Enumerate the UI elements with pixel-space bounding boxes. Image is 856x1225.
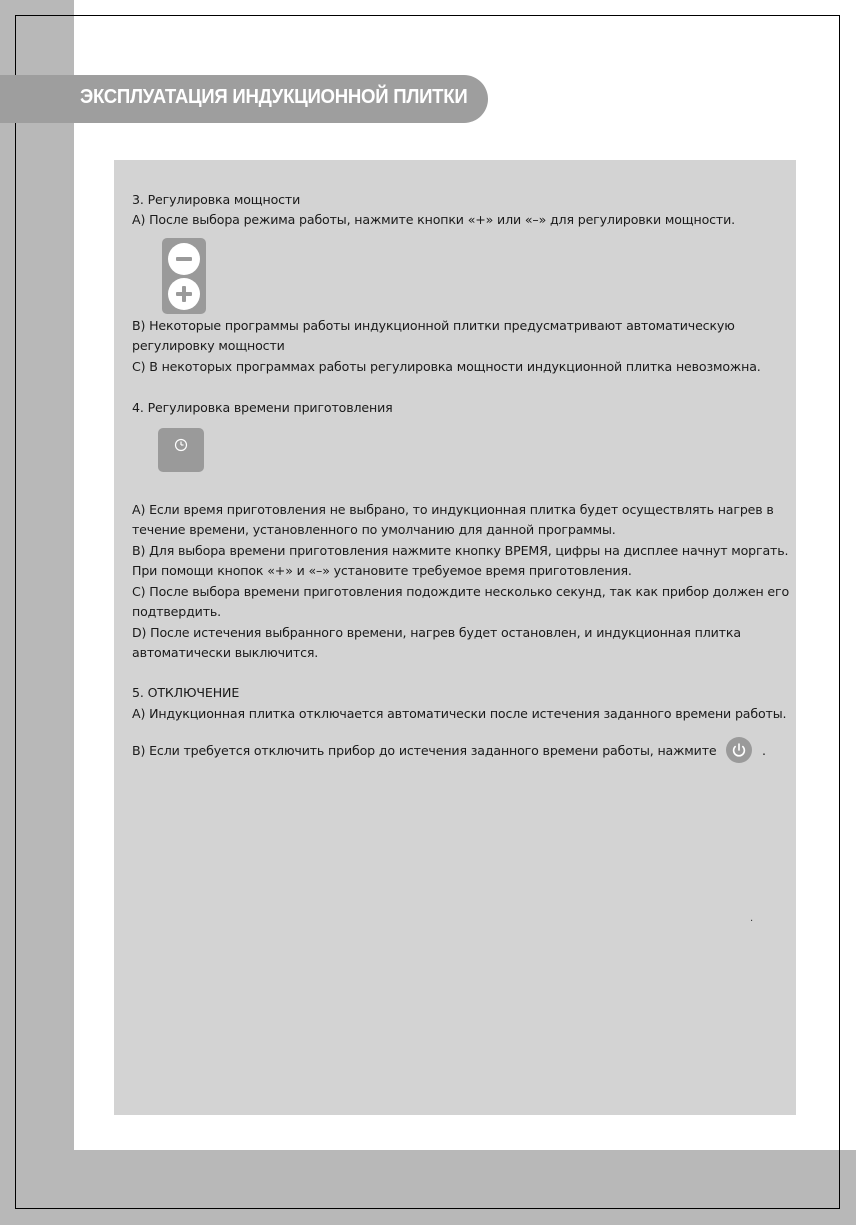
clock-icon [158, 428, 204, 472]
section4-item-c-line1: С) После выбора времени приготовления подождите несколько секунд, так как прибор должен его [132, 584, 790, 599]
section4-item-a-line1: А) Если время приготовления не выбрано, то индукционная плитка будет осуществлять нагрев в [132, 502, 774, 517]
section4-item-d-line2: автоматически выключится. [132, 645, 319, 660]
section5-item-b: В) Если требуется отключить прибор до истечения заданного времени работы, нажмите [132, 743, 717, 758]
stray-dot: . [750, 913, 754, 924]
section4-item-b-line1: В) Для выбора времени приготовления нажмите кнопку ВРЕМЯ, цифры на дисплее начнут моргать. [132, 543, 789, 558]
section4-item-a-line2: течение времени, установленного по умолчанию для данной программы. [132, 522, 616, 537]
section4-heading: 4. Регулировка времени приготовления [132, 400, 393, 415]
section5-item-b-period: . [762, 743, 766, 758]
section5-heading: 5. ОТКЛЮЧЕНИЕ [132, 685, 240, 700]
section4-item-b-line2: При помощи кнопок «+» и «–» установите требуемое время приготовления. [132, 563, 632, 578]
section5-item-a: А) Индукционная плитка отключается автоматически после истечения заданного времени работы. [132, 706, 787, 721]
page-title: ЭКСПЛУАТАЦИЯ ИНДУКЦИОННОЙ ПЛИТКИ [80, 86, 468, 108]
plus-icon [168, 278, 200, 310]
section4-item-d-line1: D) После истечения выбранного времени, нагрев будет остановлен, и индукционная плитка [132, 625, 741, 640]
section3-heading: 3. Регулировка мощности [132, 192, 301, 207]
time-button-illustration [158, 428, 204, 472]
section4-item-c-line2: подтвердить. [132, 604, 222, 619]
section3-item-a: А) После выбора режима работы, нажмите кнопки «+» или «–» для регулировки мощности. [132, 212, 735, 227]
minus-icon [168, 243, 200, 275]
plus-minus-buttons-illustration [162, 238, 206, 314]
section3-item-c: С) В некоторых программах работы регулировка мощности индукционной плитка невозможна. [132, 359, 761, 374]
section3-item-b-line2: регулировку мощности [132, 338, 285, 353]
power-icon [726, 737, 752, 763]
section3-item-b-line1: В) Некоторые программы работы индукционной плитки предусматривают автоматическую [132, 318, 735, 333]
